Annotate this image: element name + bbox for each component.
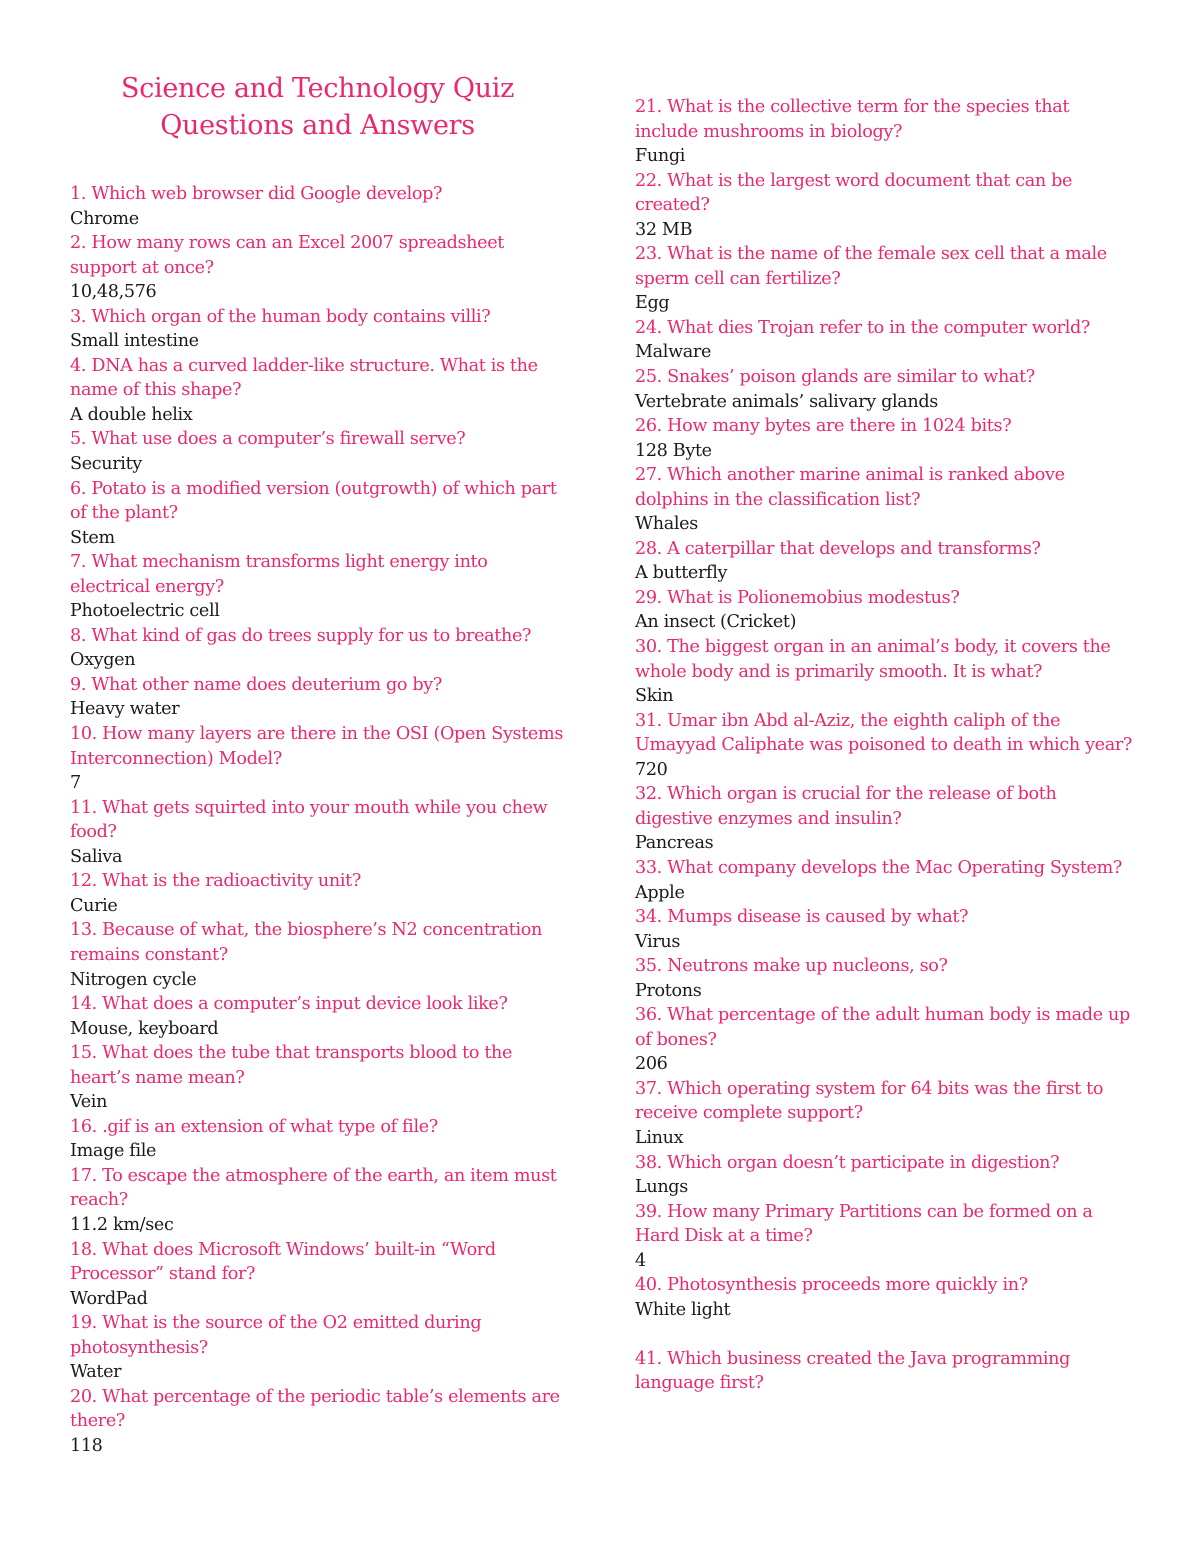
question-text: 27. Which another marine animal is ranked above dolphins in the classification list? [635,465,1065,510]
answer-text: Oxygen [70,650,136,671]
question-text: 1. Which web browser did Google develop? [70,184,443,204]
question-text: 7. What mechanism transforms light energy into electrical energy? [70,552,488,597]
question-text: 30. The biggest organ in an animal’s body, it covers the whole body and is primarily smooth. It is what? [635,637,1111,682]
question-text: 4. DNA has a curved ladder-like structure. What is the name of this shape? [70,355,538,401]
answer-text: Apple [635,882,685,903]
answer-text: Lungs [635,1177,688,1198]
answer-text: 32 MB [635,219,693,240]
question-text: 12. What is the radioactivity unit? [70,871,361,892]
question-text: 24. What dies Trojan refer to in the computer world? [635,317,1091,338]
answer-text: Virus [635,931,681,952]
answer-text: 206 [635,1054,668,1075]
answer-text: Water [70,1362,122,1383]
answer-text: 11.2 km/sec [70,1214,174,1235]
right-column [635,95,1135,1396]
answer-text: Skin [635,686,674,707]
question-text: 5. What use does a computer’s firewall serve? [70,429,466,450]
question-text: 32. Which organ is crucial for the release of both digestive enzymes and insulin? [635,784,1057,829]
answer-text: 118 [70,1435,103,1456]
answer-text: Egg [635,293,670,314]
question-text: 19. What is the source of the O2 emitted during photosynthesis? [70,1313,482,1358]
question-text: 36. What percentage of the adult human body is made up of bones? [635,1005,1130,1050]
answer-text: Stem [70,527,115,548]
answer-text: Mouse, keyboard [70,1018,219,1039]
answer-text: Fungi [635,146,686,167]
answer-text: Nitrogen cycle [70,969,197,990]
page-title [70,70,565,144]
question-text: 6. Potato is a modified version (outgrowth) of which part of the plant? [70,478,557,524]
spacer [635,1322,1135,1347]
question-text: 14. What does a computer’s input device look like? [70,994,508,1015]
answer-text: White light [635,1299,731,1320]
title-line-2: Questions and Answers [160,110,475,141]
answer-text: Malware [635,342,712,363]
question-text: 16. .gif is an extension of what type of file? [70,1116,438,1137]
question-text: 33. What company develops the Mac Operating System? [635,857,1123,878]
question-text: 41. Which business created the Java programming language first? [635,1348,1071,1394]
question-text: 10. How many layers are there in the OSI (Open Systems Interconnection) Model? [70,724,564,769]
question-text: 15. What does the tube that transports blood to the heart’s name mean? [70,1043,513,1088]
question-text: 34. Mumps disease is caused by what? [635,907,969,928]
question-text: 39. How many Primary Partitions can be formed on a Hard Disk at a time? [635,1201,1093,1247]
answer-text: Security [70,454,142,475]
answer-text: 7 [70,773,81,794]
question-text: 37. Which operating system for 64 bits was the first to receive complete support? [635,1078,1104,1124]
question-text: 3. Which organ of the human body contains villi? [70,306,491,327]
question-text: 20. What percentage of the periodic table’s elements are there? [70,1386,560,1432]
question-text: 8. What kind of gas do trees supply for us to breathe? [70,625,532,646]
answer-text: Chrome [70,208,139,229]
question-text: 35. Neutrons make up nucleons, so? [635,956,948,977]
title-line-1: Science and Technology Quiz [121,73,514,104]
question-text: 25. Snakes’ poison glands are similar to what? [635,367,1035,388]
question-text: 21. What is the collective term for the species that include mushrooms in biology? [635,97,1070,142]
answer-text: Image file [70,1141,157,1162]
answer-text: A double helix [70,404,193,425]
answer-text: Heavy water [70,699,180,720]
question-text: 9. What other name does deuterium go by? [70,674,442,695]
question-text: 40. Photosynthesis proceeds more quickly in? [635,1275,1028,1296]
question-text: 22. What is the largest word document that can be created? [635,170,1073,216]
answer-text: 720 [635,759,668,780]
answer-text: 128 Byte [635,440,712,461]
answer-text: An insect (Cricket) [635,612,797,633]
answer-text: 4 [635,1250,646,1271]
question-text: 17. To escape the atmosphere of the earth, an item must reach? [70,1165,557,1211]
answer-text: Photoelectric cell [70,601,220,622]
answer-text: WordPad [70,1288,148,1309]
question-text: 11. What gets squirted into your mouth while you chew food? [70,797,548,843]
question-text: 38. Which organ doesn’t participate in digestion? [635,1152,1060,1173]
question-text: 18. What does Microsoft Windows’ built-in “Word Processor” stand for? [70,1239,496,1285]
answer-text: Protons [635,980,702,1001]
answer-text: Whales [635,514,698,535]
answer-text: Vein [70,1092,108,1113]
question-text: 23. What is the name of the female sex cell that a male sperm cell can fertilize? [635,244,1107,289]
answer-text: Pancreas [635,833,714,854]
answer-text: Small intestine [70,331,199,352]
answer-text: Linux [635,1127,684,1148]
question-text: 2. How many rows can an Excel 2007 spreadsheet support at once? [70,233,505,278]
answer-text: A butterfly [635,563,728,584]
question-text: 28. A caterpillar that develops and transforms? [635,538,1041,559]
left-column [70,182,570,1458]
answer-text: Curie [70,895,118,916]
question-text: 26. How many bytes are there in 1024 bits? [635,416,1012,437]
question-text: 31. Umar ibn Abd al-Aziz, the eighth caliph of the Umayyad Caliphate was poisoned to death in which year? [635,710,1132,756]
question-text: 29. What is Polionemobius modestus? [635,587,960,608]
answer-text: Saliva [70,846,123,867]
answer-text: 10,48,576 [70,282,157,303]
answer-text: Vertebrate animals’ salivary glands [635,391,938,412]
question-text: 13. Because of what, the biosphere’s N2 concentration remains constant? [70,920,543,965]
